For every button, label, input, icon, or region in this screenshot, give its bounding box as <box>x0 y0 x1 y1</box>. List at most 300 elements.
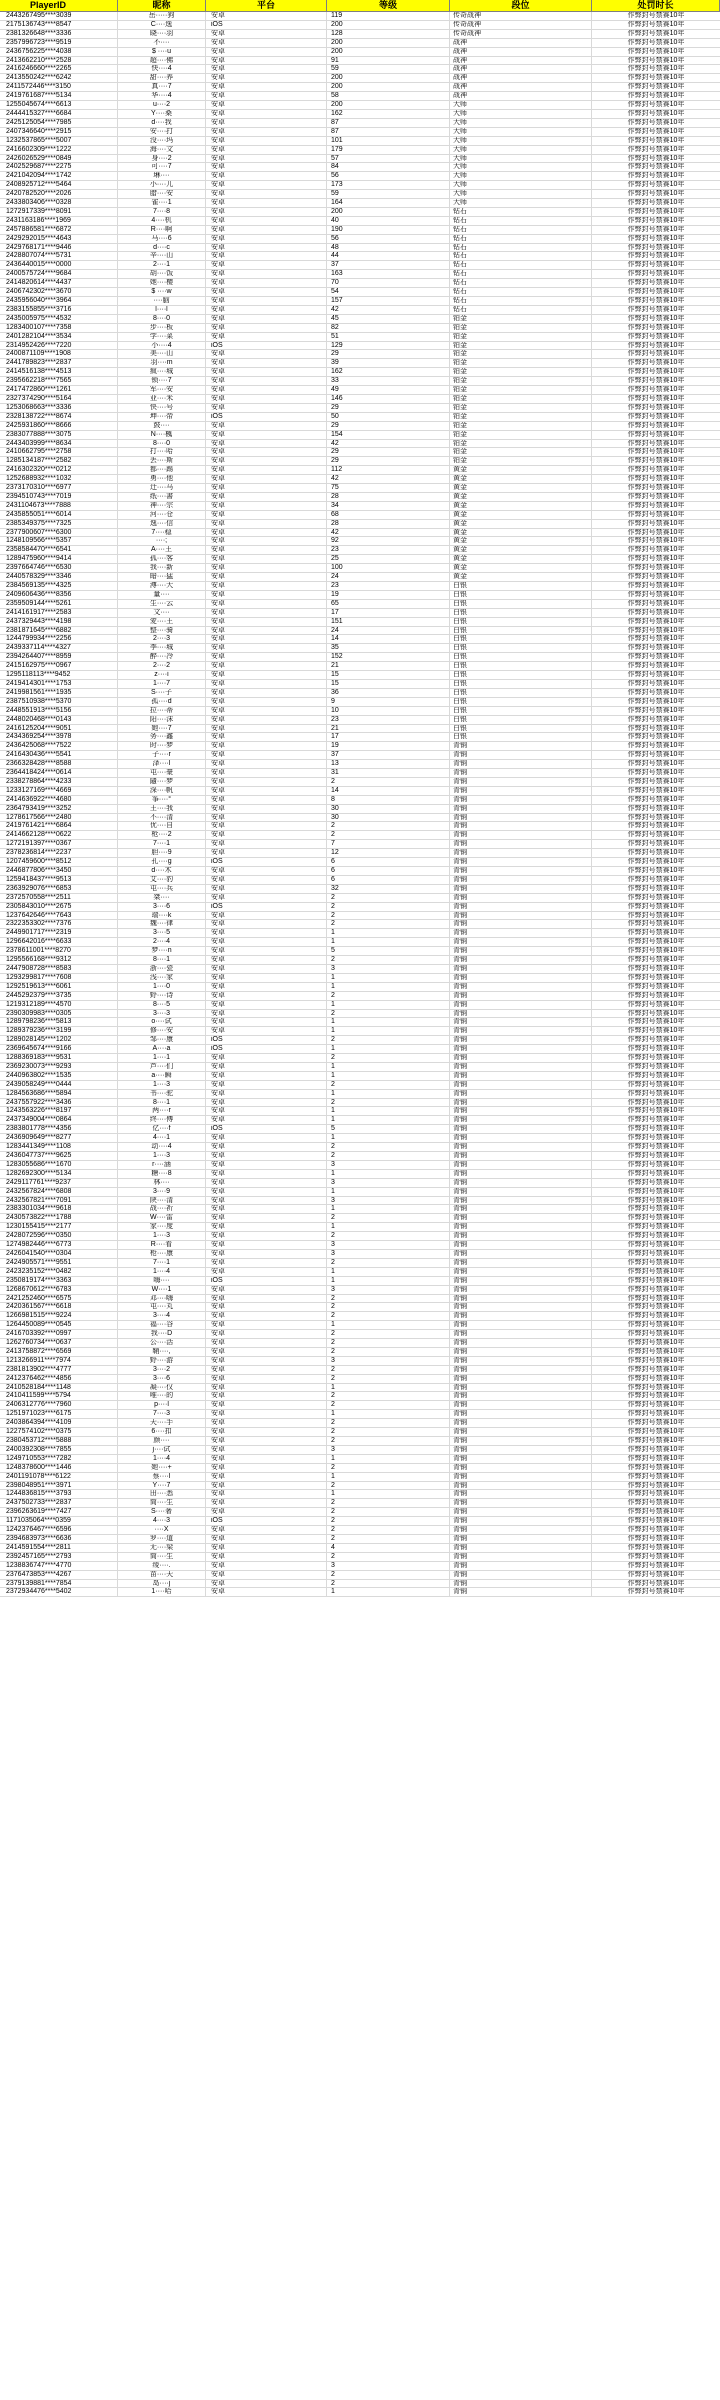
cell-rank[interactable]: 大师 <box>450 101 592 109</box>
cell-platform[interactable]: 安卓 <box>206 1116 327 1124</box>
cell-nickname[interactable]: N····楓 <box>118 431 206 439</box>
cell-level[interactable]: 42 <box>327 440 450 448</box>
cell-level[interactable]: 1 <box>327 1072 450 1080</box>
cell-ban-duration[interactable]: 作弊封号禁赛10年 <box>627 1294 685 1302</box>
cell-level[interactable]: 54 <box>327 288 450 296</box>
cell-nickname[interactable]: 邓····嗨 <box>118 1295 206 1303</box>
cell-nickname[interactable]: 优····自 <box>118 822 206 830</box>
cell-rank[interactable]: 传奇战神 <box>450 12 592 20</box>
cell-ban-duration[interactable]: 作弊封号禁赛10年 <box>627 359 685 367</box>
cell-ban-duration[interactable]: 作弊封号禁赛10年 <box>627 1169 685 1177</box>
cell-level[interactable]: 152 <box>327 653 450 661</box>
cell-ban-duration[interactable]: 作弊封号禁赛10年 <box>627 679 685 687</box>
cell-nickname[interactable]: 1····4 <box>118 1455 206 1463</box>
cell-nickname[interactable]: 岛····j <box>118 1580 206 1588</box>
cell-platform[interactable]: 安卓 <box>206 1428 327 1436</box>
cell-nickname[interactable]: 简····生 <box>118 1553 206 1561</box>
cell-ban-duration[interactable]: 作弊封号禁赛10年 <box>627 466 685 474</box>
cell-platform[interactable]: 安卓 <box>206 1259 327 1267</box>
cell-level[interactable]: 2 <box>327 1375 450 1383</box>
cell-rank[interactable]: 青铜 <box>450 742 592 750</box>
cell-ban-duration[interactable]: 作弊封号禁赛10年 <box>627 1570 685 1578</box>
cell-rank[interactable]: 青铜 <box>450 956 592 964</box>
cell-player-id[interactable]: 1230155415****2177 <box>0 1223 118 1231</box>
cell-platform[interactable]: 安卓 <box>206 404 327 412</box>
cell-ban-duration[interactable]: 作弊封号禁赛10年 <box>627 947 685 955</box>
cell-player-id[interactable]: 2410411599****5794 <box>0 1392 118 1400</box>
cell-ban-duration[interactable]: 作弊封号禁赛10年 <box>627 902 685 910</box>
cell-level[interactable]: 84 <box>327 163 450 171</box>
cell-platform[interactable]: 安卓 <box>206 1161 327 1169</box>
cell-ban-duration[interactable]: 作弊封号禁赛10年 <box>627 911 685 919</box>
cell-nickname[interactable]: 勇····他 <box>118 475 206 483</box>
cell-platform[interactable]: 安卓 <box>206 1214 327 1222</box>
cell-level[interactable]: 91 <box>327 57 450 65</box>
cell-rank[interactable]: 青铜 <box>450 778 592 786</box>
cell-level[interactable]: 2 <box>327 1464 450 1472</box>
cell-ban-duration[interactable]: 作弊封号禁赛10年 <box>627 804 685 812</box>
cell-nickname[interactable]: W····雷 <box>118 1214 206 1222</box>
cell-level[interactable]: 2 <box>327 1580 450 1588</box>
cell-nickname[interactable]: 生····云 <box>118 600 206 608</box>
cell-rank[interactable]: 青铜 <box>450 992 592 1000</box>
cell-player-id[interactable]: 2400392308****7855 <box>0 1446 118 1454</box>
cell-platform[interactable]: 安卓 <box>206 725 327 733</box>
cell-rank[interactable]: 白银 <box>450 698 592 706</box>
cell-player-id[interactable]: 2435956040****3964 <box>0 297 118 305</box>
cell-player-id[interactable]: 2400871109****1908 <box>0 350 118 358</box>
cell-nickname[interactable]: 腊····安 <box>118 190 206 198</box>
cell-player-id[interactable]: 2314952426****7220 <box>0 342 118 350</box>
cell-platform[interactable]: 安卓 <box>206 1464 327 1472</box>
cell-nickname[interactable]: 快····号 <box>118 404 206 412</box>
cell-level[interactable]: 2 <box>327 920 450 928</box>
cell-level[interactable]: 2 <box>327 1143 450 1151</box>
cell-player-id[interactable]: 2359509144****5261 <box>0 600 118 608</box>
cell-level[interactable]: 1 <box>327 1588 450 1596</box>
cell-rank[interactable]: 铂金 <box>450 342 592 350</box>
cell-level[interactable]: 2 <box>327 1152 450 1160</box>
cell-nickname[interactable]: 羽····m <box>118 359 206 367</box>
cell-nickname[interactable]: 晓····羽 <box>118 30 206 38</box>
cell-level[interactable]: 2 <box>327 1482 450 1490</box>
cell-player-id[interactable]: 2440963802****1535 <box>0 1072 118 1080</box>
cell-player-id[interactable]: 2415162975****0967 <box>0 662 118 670</box>
cell-rank[interactable]: 战神 <box>450 57 592 65</box>
cell-player-id[interactable]: 2429768171****9446 <box>0 244 118 252</box>
cell-ban-duration[interactable]: 作弊封号禁赛10年 <box>627 288 685 296</box>
cell-player-id[interactable]: 2419761687****5134 <box>0 92 118 100</box>
cell-player-id[interactable]: 1227574102****0375 <box>0 1428 118 1436</box>
cell-ban-duration[interactable]: 作弊封号禁赛10年 <box>627 1089 685 1097</box>
cell-platform[interactable]: 安卓 <box>206 1072 327 1080</box>
cell-rank[interactable]: 青铜 <box>450 1437 592 1445</box>
cell-ban-duration[interactable]: 作弊封号禁赛10年 <box>627 1401 685 1409</box>
cell-player-id[interactable]: 1295118113****9452 <box>0 671 118 679</box>
cell-level[interactable]: 1 <box>327 983 450 991</box>
cell-player-id[interactable]: 2444415327****6684 <box>0 110 118 118</box>
cell-platform[interactable]: 安卓 <box>206 814 327 822</box>
cell-level[interactable]: 19 <box>327 742 450 750</box>
cell-rank[interactable]: 白银 <box>450 733 592 741</box>
cell-ban-duration[interactable]: 作弊封号禁赛10年 <box>627 154 685 162</box>
cell-nickname[interactable]: 胆····9 <box>118 849 206 857</box>
cell-platform[interactable]: 安卓 <box>206 190 327 198</box>
cell-player-id[interactable]: 2436425068****7522 <box>0 742 118 750</box>
cell-rank[interactable]: 青铜 <box>450 1473 592 1481</box>
cell-level[interactable]: 2 <box>327 1303 450 1311</box>
cell-nickname[interactable]: 绫····. <box>118 1562 206 1570</box>
cell-nickname[interactable]: 亿····f <box>118 1125 206 1133</box>
cell-level[interactable]: 2 <box>327 1499 450 1507</box>
cell-rank[interactable]: 青铜 <box>450 1036 592 1044</box>
cell-platform[interactable]: 安卓 <box>206 422 327 430</box>
cell-player-id[interactable]: 1253068663****3336 <box>0 404 118 412</box>
cell-platform[interactable]: 安卓 <box>206 1152 327 1160</box>
cell-platform[interactable]: 安卓 <box>206 1001 327 1009</box>
cell-platform[interactable]: 安卓 <box>206 1188 327 1196</box>
cell-nickname[interactable]: 4····3 <box>118 1517 206 1525</box>
cell-level[interactable]: 49 <box>327 386 450 394</box>
cell-level[interactable]: 6 <box>327 876 450 884</box>
cell-rank[interactable]: 青铜 <box>450 1428 592 1436</box>
cell-player-id[interactable]: 2421042094****1742 <box>0 172 118 180</box>
cell-player-id[interactable]: 2439058249****0444 <box>0 1081 118 1089</box>
cell-player-id[interactable]: 2416246660****2265 <box>0 65 118 73</box>
cell-nickname[interactable]: 学····菜 <box>118 333 206 341</box>
cell-level[interactable]: 45 <box>327 315 450 323</box>
cell-rank[interactable]: 青铜 <box>450 1535 592 1543</box>
cell-nickname[interactable]: 子····r <box>118 751 206 759</box>
cell-ban-duration[interactable]: 作弊封号禁赛10年 <box>627 1365 685 1373</box>
cell-nickname[interactable]: 疯····城 <box>118 368 206 376</box>
cell-nickname[interactable]: 隨····梦 <box>118 778 206 786</box>
cell-player-id[interactable]: 2372934476****5402 <box>0 1588 118 1596</box>
cell-nickname[interactable]: 1····0 <box>118 983 206 991</box>
cell-nickname[interactable]: 屯····丸 <box>118 1303 206 1311</box>
cell-player-id[interactable]: 2327374290****5164 <box>0 395 118 403</box>
cell-ban-duration[interactable]: 作弊封号禁赛10年 <box>627 181 685 189</box>
cell-nickname[interactable]: 田····悉 <box>118 1490 206 1498</box>
cell-nickname[interactable]: 华····4 <box>118 92 206 100</box>
cell-nickname[interactable]: 1····7 <box>118 680 206 688</box>
cell-ban-duration[interactable]: 作弊封号禁赛10年 <box>627 38 685 46</box>
cell-platform[interactable]: 安卓 <box>206 947 327 955</box>
cell-platform[interactable]: 安卓 <box>206 217 327 225</box>
cell-platform[interactable]: 安卓 <box>206 627 327 635</box>
cell-ban-duration[interactable]: 作弊封号禁赛10年 <box>627 608 685 616</box>
cell-platform[interactable]: iOS <box>206 1036 327 1044</box>
cell-platform[interactable]: 安卓 <box>206 74 327 82</box>
cell-platform[interactable]: 安卓 <box>206 1099 327 1107</box>
cell-ban-duration[interactable]: 作弊封号禁赛10年 <box>627 305 685 313</box>
cell-rank[interactable]: 青铜 <box>450 867 592 875</box>
cell-platform[interactable]: 安卓 <box>206 822 327 830</box>
cell-nickname[interactable]: R····啊 <box>118 226 206 234</box>
cell-nickname[interactable]: 8····0 <box>118 315 206 323</box>
cell-level[interactable]: 200 <box>327 39 450 47</box>
cell-nickname[interactable]: 艾····豹 <box>118 876 206 884</box>
cell-level[interactable]: 128 <box>327 30 450 38</box>
cell-platform[interactable]: iOS <box>206 413 327 421</box>
cell-rank[interactable]: 青铜 <box>450 814 592 822</box>
cell-ban-duration[interactable]: 作弊封号禁赛10年 <box>627 1267 685 1275</box>
cell-platform[interactable]: 安卓 <box>206 172 327 180</box>
cell-nickname[interactable]: 神····宗 <box>118 502 206 510</box>
cell-level[interactable]: 2 <box>327 1366 450 1374</box>
cell-level[interactable]: 21 <box>327 725 450 733</box>
cell-player-id[interactable]: 2416602309****1222 <box>0 146 118 154</box>
cell-nickname[interactable]: 琳···· <box>118 172 206 180</box>
cell-platform[interactable]: 安卓 <box>206 368 327 376</box>
cell-rank[interactable]: 白银 <box>450 716 592 724</box>
cell-platform[interactable]: 安卓 <box>206 1437 327 1445</box>
cell-nickname[interactable]: 7····8 <box>118 208 206 216</box>
cell-nickname[interactable]: 身····2 <box>118 155 206 163</box>
cell-level[interactable]: 5 <box>327 947 450 955</box>
cell-level[interactable]: 151 <box>327 618 450 626</box>
cell-nickname[interactable]: 2····4 <box>118 938 206 946</box>
cell-rank[interactable]: 青铜 <box>450 858 592 866</box>
cell-nickname[interactable]: 8····1 <box>118 956 206 964</box>
cell-ban-duration[interactable]: 作弊封号禁赛10年 <box>627 1249 685 1257</box>
cell-platform[interactable]: 安卓 <box>206 333 327 341</box>
cell-rank[interactable]: 大师 <box>450 128 592 136</box>
cell-level[interactable]: 37 <box>327 261 450 269</box>
cell-ban-duration[interactable]: 作弊封号禁赛10年 <box>627 225 685 233</box>
cell-rank[interactable]: 青铜 <box>450 1286 592 1294</box>
cell-rank[interactable]: 青铜 <box>450 1081 592 1089</box>
cell-rank[interactable]: 钻石 <box>450 252 592 260</box>
cell-rank[interactable]: 青铜 <box>450 1303 592 1311</box>
cell-player-id[interactable]: 1283400107****7358 <box>0 324 118 332</box>
cell-ban-duration[interactable]: 作弊封号禁赛10年 <box>627 875 685 883</box>
cell-nickname[interactable]: 不····清 <box>118 814 206 822</box>
cell-player-id[interactable]: 2350819174****3363 <box>0 1277 118 1285</box>
cell-rank[interactable]: 青铜 <box>450 912 592 920</box>
cell-platform[interactable]: 安卓 <box>206 1286 327 1294</box>
cell-ban-duration[interactable]: 作弊封号禁赛10年 <box>627 1143 685 1151</box>
cell-level[interactable]: 200 <box>327 74 450 82</box>
cell-rank[interactable]: 大师 <box>450 199 592 207</box>
cell-ban-duration[interactable]: 作弊封号禁赛10年 <box>627 1285 685 1293</box>
cell-player-id[interactable]: 1252688932****1032 <box>0 475 118 483</box>
cell-rank[interactable]: 大师 <box>450 155 592 163</box>
cell-player-id[interactable]: 2437557922****3436 <box>0 1099 118 1107</box>
cell-ban-duration[interactable]: 作弊封号禁赛10年 <box>627 1428 685 1436</box>
cell-platform[interactable]: 安卓 <box>206 600 327 608</box>
cell-rank[interactable]: 白银 <box>450 725 592 733</box>
cell-platform[interactable]: 安卓 <box>206 1232 327 1240</box>
cell-ban-duration[interactable]: 作弊封号禁赛10年 <box>627 519 685 527</box>
cell-level[interactable]: 13 <box>327 760 450 768</box>
cell-ban-duration[interactable]: 作弊封号禁赛10年 <box>627 956 685 964</box>
cell-level[interactable]: 30 <box>327 814 450 822</box>
cell-nickname[interactable]: 屯····兵 <box>118 885 206 893</box>
cell-platform[interactable]: 安卓 <box>206 894 327 902</box>
cell-rank[interactable]: 白银 <box>450 635 592 643</box>
cell-ban-duration[interactable]: 作弊封号禁赛10年 <box>627 1472 685 1480</box>
cell-nickname[interactable]: 终····傅 <box>118 1116 206 1124</box>
cell-player-id[interactable]: 2363929076****6853 <box>0 885 118 893</box>
cell-nickname[interactable]: 3····9 <box>118 1188 206 1196</box>
cell-ban-duration[interactable]: 作弊封号禁赛10年 <box>627 1330 685 1338</box>
cell-ban-duration[interactable]: 作弊封号禁赛10年 <box>627 1009 685 1017</box>
cell-level[interactable]: 59 <box>327 190 450 198</box>
cell-player-id[interactable]: 2396263619****7427 <box>0 1508 118 1516</box>
cell-platform[interactable]: 安卓 <box>206 448 327 456</box>
cell-player-id[interactable]: 2410528184****1148 <box>0 1384 118 1392</box>
cell-rank[interactable]: 黄金 <box>450 475 592 483</box>
cell-platform[interactable]: 安卓 <box>206 119 327 127</box>
cell-level[interactable]: 37 <box>327 751 450 759</box>
cell-level[interactable]: 3 <box>327 1250 450 1258</box>
cell-player-id[interactable]: 2376473853****4267 <box>0 1571 118 1579</box>
cell-rank[interactable]: 青铜 <box>450 1170 592 1178</box>
cell-nickname[interactable]: 军····安 <box>118 386 206 394</box>
cell-platform[interactable]: 安卓 <box>206 306 327 314</box>
cell-rank[interactable]: 青铜 <box>450 876 592 884</box>
cell-level[interactable]: 2 <box>327 956 450 964</box>
cell-nickname[interactable]: 2····3 <box>118 635 206 643</box>
cell-nickname[interactable]: 筝····° <box>118 796 206 804</box>
cell-rank[interactable]: 青铜 <box>450 1455 592 1463</box>
cell-level[interactable]: 44 <box>327 252 450 260</box>
cell-rank[interactable]: 铂金 <box>450 395 592 403</box>
cell-ban-duration[interactable]: 作弊封号禁赛10年 <box>627 243 685 251</box>
cell-platform[interactable]: 安卓 <box>206 1223 327 1231</box>
cell-player-id[interactable]: 2411572446****3150 <box>0 83 118 91</box>
cell-level[interactable]: 1 <box>327 1134 450 1142</box>
cell-player-id[interactable]: 2437329443****4198 <box>0 618 118 626</box>
cell-rank[interactable]: 白银 <box>450 707 592 715</box>
cell-player-id[interactable]: 1293299817****7608 <box>0 974 118 982</box>
cell-nickname[interactable]: 3····2 <box>118 1366 206 1374</box>
cell-nickname[interactable]: 丢····斯 <box>118 457 206 465</box>
cell-level[interactable]: 28 <box>327 520 450 528</box>
cell-rank[interactable]: 青铜 <box>450 1508 592 1516</box>
cell-ban-duration[interactable]: 作弊封号禁赛10年 <box>627 430 685 438</box>
cell-nickname[interactable]: 步····板 <box>118 324 206 332</box>
cell-ban-duration[interactable]: 作弊封号禁赛10年 <box>627 403 685 411</box>
cell-platform[interactable]: 安卓 <box>206 609 327 617</box>
cell-rank[interactable]: 钻石 <box>450 217 592 225</box>
cell-rank[interactable]: 白银 <box>450 680 592 688</box>
cell-level[interactable]: 14 <box>327 635 450 643</box>
cell-player-id[interactable]: 2439337114****4327 <box>0 644 118 652</box>
cell-rank[interactable]: 青铜 <box>450 1268 592 1276</box>
cell-player-id[interactable]: 1259418437****9513 <box>0 876 118 884</box>
cell-nickname[interactable]: 林···· <box>118 1179 206 1187</box>
cell-rank[interactable]: 白银 <box>450 591 592 599</box>
cell-ban-duration[interactable]: 作弊封号禁赛10年 <box>627 991 685 999</box>
cell-player-id[interactable]: 2322353302****7376 <box>0 920 118 928</box>
cell-nickname[interactable]: 4····机 <box>118 217 206 225</box>
cell-level[interactable]: 29 <box>327 448 450 456</box>
cell-level[interactable]: 1 <box>327 1090 450 1098</box>
cell-ban-duration[interactable]: 作弊封号禁赛10年 <box>627 163 685 171</box>
cell-player-id[interactable]: 2381813902****4777 <box>0 1366 118 1374</box>
cell-level[interactable]: 1 <box>327 1063 450 1071</box>
cell-rank[interactable]: 青铜 <box>450 920 592 928</box>
cell-rank[interactable]: 铂金 <box>450 368 592 376</box>
cell-platform[interactable]: 安卓 <box>206 199 327 207</box>
cell-player-id[interactable]: 2383301034****9618 <box>0 1205 118 1213</box>
cell-rank[interactable]: 铂金 <box>450 431 592 439</box>
cell-level[interactable]: 1 <box>327 1107 450 1115</box>
cell-player-id[interactable]: 2379139881****7854 <box>0 1580 118 1588</box>
cell-rank[interactable]: 大师 <box>450 110 592 118</box>
cell-platform[interactable]: 安卓 <box>206 582 327 590</box>
cell-player-id[interactable]: 2421252460****6575 <box>0 1295 118 1303</box>
cell-nickname[interactable]: 美····山 <box>118 350 206 358</box>
cell-platform[interactable]: 安卓 <box>206 760 327 768</box>
cell-nickname[interactable]: 鞘····, <box>118 1348 206 1356</box>
cell-platform[interactable]: iOS <box>206 1045 327 1053</box>
cell-ban-duration[interactable]: 作弊封号禁赛10年 <box>627 867 685 874</box>
cell-player-id[interactable]: 1219312189****4570 <box>0 1001 118 1009</box>
cell-ban-duration[interactable]: 作弊封号禁赛10年 <box>627 564 685 572</box>
cell-rank[interactable]: 青铜 <box>450 1214 592 1222</box>
cell-player-id[interactable]: 2420361567****6618 <box>0 1303 118 1311</box>
cell-rank[interactable]: 大师 <box>450 181 592 189</box>
cell-rank[interactable]: 白银 <box>450 689 592 697</box>
cell-player-id[interactable]: 2426026529****0849 <box>0 155 118 163</box>
cell-rank[interactable]: 青铜 <box>450 751 592 759</box>
cell-rank[interactable]: 黄金 <box>450 573 592 581</box>
cell-ban-duration[interactable]: 作弊封号禁赛10年 <box>627 777 685 785</box>
cell-rank[interactable]: 铂金 <box>450 350 592 358</box>
cell-nickname[interactable]: 3····6 <box>118 1375 206 1383</box>
cell-player-id[interactable]: 2400575724****9684 <box>0 270 118 278</box>
cell-level[interactable]: 12 <box>327 849 450 857</box>
cell-platform[interactable]: 安卓 <box>206 1339 327 1347</box>
cell-level[interactable]: 200 <box>327 21 450 29</box>
cell-rank[interactable]: 青铜 <box>450 1116 592 1124</box>
cell-platform[interactable]: 安卓 <box>206 440 327 448</box>
cell-player-id[interactable]: 2414516138****4513 <box>0 368 118 376</box>
cell-player-id[interactable]: 2419761421****6864 <box>0 822 118 830</box>
cell-nickname[interactable]: A····a <box>118 1045 206 1053</box>
cell-ban-duration[interactable]: 作弊封号禁赛10年 <box>627 56 685 64</box>
cell-player-id[interactable]: 2443403999****8634 <box>0 440 118 448</box>
cell-rank[interactable]: 青铜 <box>450 1018 592 1026</box>
cell-player-id[interactable]: 2409606436****8356 <box>0 591 118 599</box>
cell-level[interactable]: 3 <box>327 1161 450 1169</box>
cell-platform[interactable]: 安卓 <box>206 635 327 643</box>
cell-ban-duration[interactable]: 作弊封号禁赛10年 <box>627 973 685 981</box>
cell-ban-duration[interactable]: 作弊封号禁赛10年 <box>627 127 685 135</box>
cell-ban-duration[interactable]: 作弊封号禁赛10年 <box>627 733 685 741</box>
cell-ban-duration[interactable]: 作弊封号禁赛10年 <box>627 297 685 304</box>
cell-level[interactable]: 2 <box>327 1437 450 1445</box>
cell-ban-duration[interactable]: 作弊封号禁赛10年 <box>627 1178 685 1186</box>
cell-nickname[interactable]: 4····1 <box>118 1134 206 1142</box>
cell-rank[interactable]: 战神 <box>450 83 592 91</box>
cell-nickname[interactable]: 打····哈 <box>118 448 206 456</box>
cell-ban-duration[interactable]: 作弊封号禁赛10年 <box>627 822 685 830</box>
cell-player-id[interactable]: 2433803406****0328 <box>0 199 118 207</box>
cell-nickname[interactable]: 逸····信 <box>118 520 206 528</box>
cell-platform[interactable]: 安卓 <box>206 1499 327 1507</box>
cell-platform[interactable]: 安卓 <box>206 1063 327 1071</box>
cell-level[interactable]: 2 <box>327 1232 450 1240</box>
cell-platform[interactable]: 安卓 <box>206 537 327 545</box>
cell-nickname[interactable]: 孤····客 <box>118 555 206 563</box>
cell-level[interactable]: 1 <box>327 1384 450 1392</box>
cell-rank[interactable]: 青铜 <box>450 1544 592 1552</box>
cell-nickname[interactable]: 纸····書 <box>118 493 206 501</box>
